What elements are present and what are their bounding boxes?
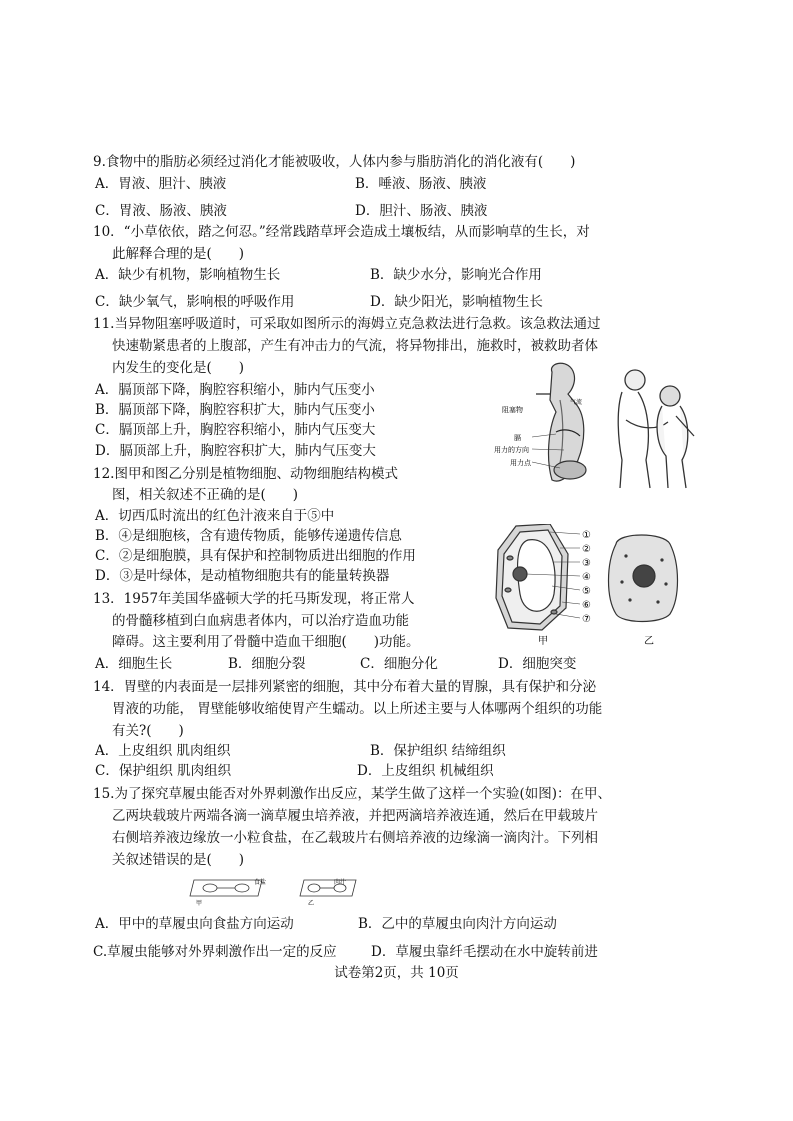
q11-option-c: C．膈顶部上升，胸腔容积缩小，肺内气压变大 (95, 422, 376, 438)
q12-option-c: C．②是细胞膜，具有保护和控制物质进出细胞的作用 (95, 548, 416, 564)
label-4: ④ (582, 572, 591, 583)
label-1: ① (582, 530, 591, 541)
q15-option-c: C.草履虫能够对外界刺激作出一定的反应 (93, 944, 337, 960)
q11-stem-2: 快速勒紧患者的上腹部，产生有冲击力的气流，将异物排出，施救时，被救助者体 (112, 338, 598, 354)
q11-stem-1: 11.当异物阻塞呼吸道时，可采取如图所示的海姆立克急救法进行急救。该急救法通过 (93, 316, 601, 332)
q9-option-a: A．胃液、胆汁、胰液 (95, 176, 227, 192)
q10-option-a: A．缺少有机物，影响植物生长 (95, 267, 281, 283)
q12-stem-2: 图，相关叙述不正确的是( ) (112, 487, 299, 503)
q12-option-b: B．④是细胞核，含有遗传物质，能够传递遗传信息 (95, 528, 402, 544)
label-jia: 甲 (538, 636, 548, 646)
label-obstruction: 阻塞物 (502, 406, 523, 414)
heimlich-figure (490, 360, 700, 490)
q14-stem-1: 14．胃壁的内表面是一层排列紧密的细胞，其中分布着大量的胃腺，具有保护和分泌 (93, 679, 597, 695)
q10-option-b: B．缺少水分，影响光合作用 (370, 267, 542, 283)
q13-option-d: D．细胞突变 (498, 656, 577, 672)
q12-stem-1: 12.图甲和图乙分别是植物细胞、动物细胞结构模式 (93, 466, 398, 482)
cell-structure-figure (494, 524, 694, 646)
q11-option-b: B．膈顶部下降，胸腔容积扩大，肺内气压变小 (95, 402, 375, 418)
q15-option-a: A．甲中的草履虫向食盐方向运动 (95, 916, 294, 932)
q11-option-d: D．膈顶部上升，胸腔容积扩大，肺内气压变大 (95, 443, 376, 459)
q13-stem-1: 13．1957年美国华盛顿大学的托马斯发现，将正常人 (93, 591, 415, 607)
slide-jia (190, 880, 262, 896)
label-airflow: 气流 (570, 399, 583, 406)
q14-option-d: D．上皮组织 机械组织 (357, 763, 494, 779)
q12-option-d: D．③是叶绿体，是动植物细胞共有的能量转换器 (95, 568, 390, 584)
q14-stem-2: 胃液的功能， 胃壁能够收缩使胃产生蠕动。以上所述主要与人体哪两个组织的功能 (112, 701, 603, 717)
q13-option-a: A．细胞生长 (95, 656, 173, 672)
q9-option-c: C．胃液、肠液、胰液 (95, 203, 227, 219)
q14-option-c: C．保护组织 肌肉组织 (95, 763, 232, 779)
q9-option-b: B．唾液、肠液、胰液 (355, 176, 487, 192)
q15-stem-4: 关叙述错误的是( ) (112, 852, 245, 868)
q10-stem-2: 此解释合理的是( ) (112, 246, 245, 262)
q13-option-b: B．细胞分裂 (228, 656, 306, 672)
label-slide-jia: 甲 (196, 900, 203, 906)
q11-stem-3: 内发生的变化是( ) (112, 360, 245, 376)
slide-yi (300, 880, 356, 896)
q14-option-b: B．保护组织 结缔组织 (370, 743, 506, 759)
label-salt: 食盐 (254, 879, 267, 886)
q9-option-d: D．胆汁、肠液、胰液 (355, 203, 488, 219)
label-yi: 乙 (644, 636, 654, 646)
label-force-point: 用力点 (510, 459, 531, 467)
q11-option-a: A．膈顶部下降，胸腔容积缩小，肺内气压变小 (95, 382, 375, 398)
q15-stem-2: 乙两块载玻片两端各滴一滴草履虫培养液，并把两滴培养液连通，然后在甲载玻片 (112, 808, 598, 824)
page-footer: 试卷第2页，共 10页 (334, 965, 459, 981)
label-slide-yi: 乙 (308, 900, 315, 906)
q15-stem-3: 右侧培养液边缘放一小粒食盐，在乙载玻片右侧培养液的边缘滴一滴肉汁。下列相 (112, 830, 598, 846)
body-cross-section-illustration (536, 363, 586, 481)
q13-option-c: C．细胞分化 (360, 656, 438, 672)
label-diaphragm: 膈 (514, 434, 521, 442)
q15-option-b: B．乙中的草履虫向肉汁方向运动 (358, 916, 557, 932)
q10-stem-1: 10．“小草依依，踏之何忍。”经常践踏草坪会造成土壤板结，从而影响草的生长，对 (93, 224, 590, 240)
label-force-direction: 用力的方向 (494, 446, 529, 454)
q15-stem-1: 15.为了探究草履虫能否对外界刺激作出反应，某学生做了这样一个实验(如图)：在甲、 (93, 786, 612, 802)
q15-option-d: D．草履虫靠纤毛摆动在水中旋转前进 (371, 944, 598, 960)
q13-stem-3: 障碍。这主要利用了骨髓中造血干细胞( )功能。 (112, 634, 420, 650)
q9-stem: 9.食物中的脂肪必须经过消化才能被吸收，人体内参与脂肪消化的消化液有( ) (93, 154, 576, 170)
q13-stem-2: 的骨髓移植到白血病患者体内，可以治疗造血功能 (112, 613, 409, 629)
label-7: ⑦ (582, 614, 591, 625)
q10-option-c: C．缺少氧气，影响根的呼吸作用 (95, 294, 295, 310)
label-3: ③ (582, 558, 591, 569)
animal-cell-illustration (609, 535, 678, 622)
q12-option-a: A．切西瓜时流出的红色汁液来自于⑤中 (95, 508, 335, 524)
label-2: ② (582, 544, 591, 555)
label-5: ⑤ (582, 586, 591, 597)
q14-stem-3: 有关?( ) (112, 723, 184, 739)
rescuer-and-patient-illustration (618, 370, 694, 488)
q10-option-d: D．缺少阳光，影响植物生长 (370, 294, 543, 310)
label-meat-juice: 肉汁 (334, 879, 347, 886)
paramecium-slides-figure (188, 872, 368, 906)
label-6: ⑥ (582, 600, 591, 611)
q14-option-a: A．上皮组织 肌肉组织 (95, 743, 231, 759)
